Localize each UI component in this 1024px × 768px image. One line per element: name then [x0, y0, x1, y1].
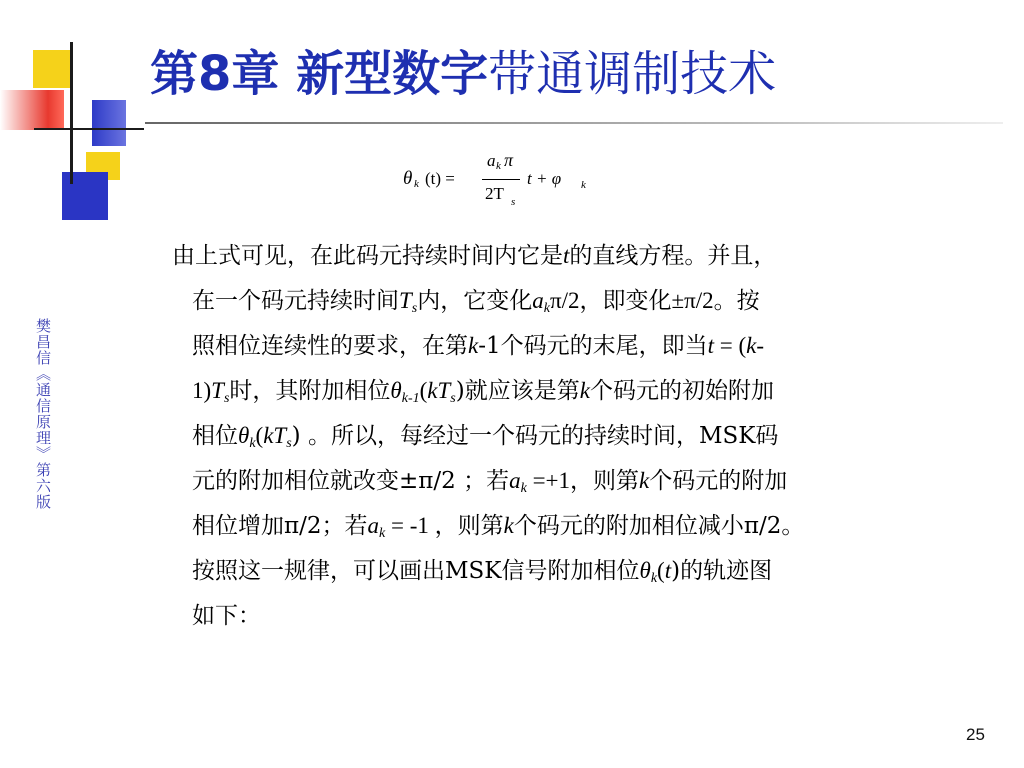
- math-T: T: [399, 288, 412, 313]
- text-segment: π/2，即变化±π/2。按: [549, 288, 760, 313]
- body-line-7: [172, 506, 992, 551]
- text-segment: 1): [192, 378, 212, 403]
- math-sub-s: s: [223, 391, 230, 406]
- title-bold-part: 第8章 新型数字: [150, 46, 489, 102]
- body-paragraph: [172, 236, 992, 641]
- body-line-2: [172, 281, 992, 326]
- page-number: 25: [966, 725, 985, 744]
- decor-red-bar: [0, 90, 64, 130]
- math-k: k: [746, 333, 757, 358]
- math-k: k: [468, 333, 479, 358]
- text-segment: (: [419, 378, 428, 403]
- formula-theta: θ: [403, 168, 413, 189]
- text-segment: 相位: [192, 423, 238, 449]
- math-sub-k: k: [379, 526, 386, 541]
- formula-numerator-pi: π: [504, 150, 514, 170]
- math-sub-k: k: [650, 571, 658, 586]
- decor-blue-square: [62, 172, 108, 220]
- text-segment: =+1，则第: [526, 468, 640, 493]
- text-segment: -: [756, 333, 765, 358]
- text-segment: )的轨迹图: [671, 558, 773, 584]
- math-t: t: [664, 558, 672, 583]
- math-sub-k-1: k-1: [401, 391, 420, 406]
- body-line-5: [172, 416, 992, 461]
- book-reference: 樊昌信《通信原理》第六版: [34, 318, 52, 510]
- math-theta: θ: [238, 423, 250, 448]
- formula-denominator: 2T: [485, 184, 504, 203]
- text-segment: 在一个码元持续时间: [192, 288, 399, 314]
- body-line-4: [172, 371, 992, 416]
- math-sub-k: k: [249, 436, 256, 451]
- text-segment: = (: [714, 333, 747, 358]
- math-sub-k: k: [520, 481, 527, 496]
- formula-denominator-sub: s: [511, 196, 516, 208]
- text-segment: 照相位连续性的要求，在第: [192, 333, 468, 359]
- title-underline: [145, 122, 1003, 124]
- text-segment: = -1 ，则第: [385, 513, 504, 538]
- text-segment: (: [657, 558, 665, 583]
- text-segment: -1个码元的末尾，即当: [478, 333, 708, 359]
- text-segment: 的直线方程。并且，: [569, 243, 777, 269]
- text-segment: 个码元的初始附加: [589, 378, 774, 404]
- text-segment: ) 。所以，每经过一个码元的持续时间，MSK码: [291, 423, 779, 449]
- text-segment: 时，其附加相位: [229, 378, 391, 404]
- math-sub-s: s: [411, 301, 418, 316]
- text-segment: 元的附加相位就改变±π/2 ；若: [192, 468, 510, 494]
- formula-numerator-sub: k: [496, 160, 501, 172]
- text-segment: 个码元的附加: [649, 468, 788, 494]
- decor-blue-square-small: [92, 100, 126, 146]
- phase-formula: [403, 150, 603, 216]
- formula-rhs: t + φ: [527, 169, 562, 188]
- decor-yellow-square: [33, 50, 71, 88]
- math-t: t: [563, 243, 570, 268]
- math-a: a: [532, 288, 544, 313]
- math-k: k: [639, 468, 650, 493]
- math-sub-s: s: [286, 436, 292, 451]
- math-theta: θ: [639, 558, 651, 583]
- text-segment: 内，它变化: [417, 288, 533, 314]
- math-a: a: [367, 513, 379, 538]
- math-kT: kT: [263, 423, 287, 448]
- math-t: t: [707, 333, 715, 358]
- body-line-3: [172, 326, 992, 371]
- decor-horizontal-line: [34, 128, 144, 130]
- title-regular-part: 带通调制技术: [488, 46, 777, 102]
- body-line-9: [172, 596, 992, 641]
- formula-rhs-sub: k: [581, 179, 586, 191]
- formula-lhs-arg: (t) =: [425, 169, 455, 188]
- formula-theta-sub: k: [414, 178, 419, 190]
- math-k: k: [503, 513, 514, 538]
- formula-numerator-a: a: [487, 151, 496, 170]
- text-segment: 个码元的附加相位减小π/2。: [513, 513, 805, 539]
- text-segment: 按照这一规律，可以画出MSK信号附加相位: [192, 558, 640, 584]
- math-kT: kT: [427, 378, 451, 403]
- math-a: a: [509, 468, 521, 493]
- decor-vertical-line: [70, 42, 73, 184]
- text-segment: 如下：: [192, 603, 261, 629]
- math-theta: θ: [390, 378, 402, 403]
- body-line-8: [172, 551, 992, 596]
- text-segment: 相位增加π/2；若: [192, 513, 368, 539]
- body-line-6: [172, 461, 992, 506]
- math-sub-k: k: [543, 301, 550, 316]
- body-line-1: [172, 236, 992, 281]
- text-segment: )就应该是第: [455, 378, 580, 404]
- formula-fraction-bar: [482, 179, 520, 180]
- text-segment: (: [255, 423, 264, 448]
- math-sub-s: s: [450, 391, 456, 406]
- text-segment: 由上式可见，在此码元持续时间内它是: [172, 243, 563, 269]
- math-k: k: [579, 378, 590, 403]
- math-T: T: [211, 378, 224, 403]
- slide-title: [150, 44, 776, 104]
